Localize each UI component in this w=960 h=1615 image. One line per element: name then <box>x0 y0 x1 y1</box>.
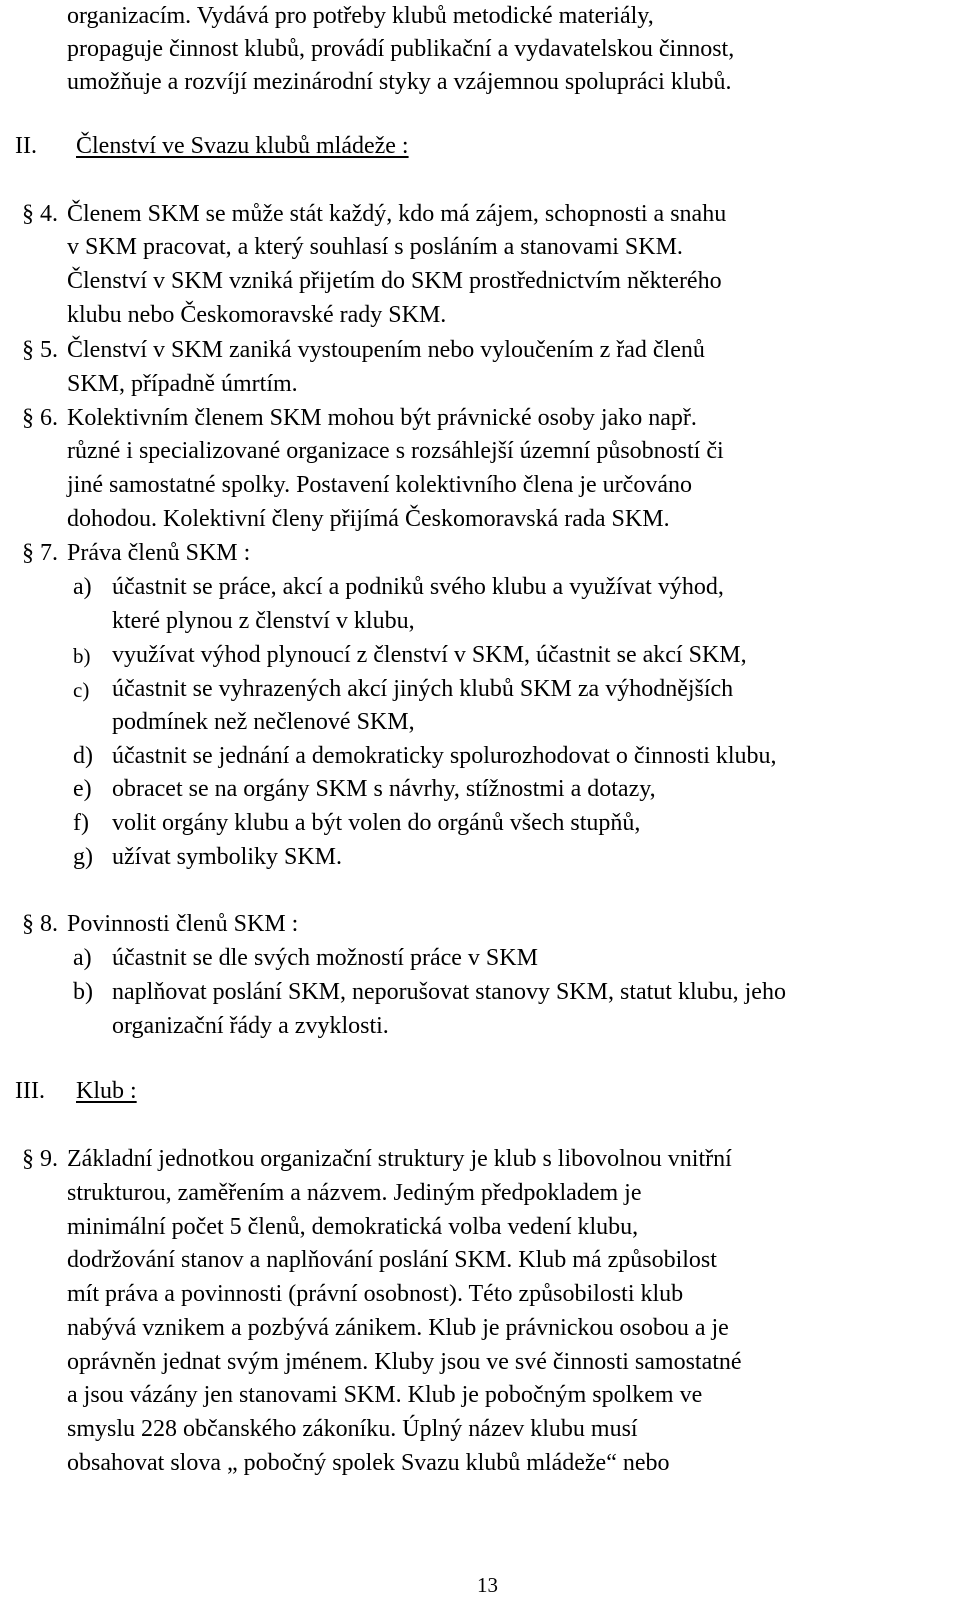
list-item: účastnit se vyhrazených akcí jiných klubů SKM za výhodnějších <box>112 676 734 702</box>
list-item: organizační řády a zvyklosti. <box>112 1013 389 1039</box>
item-letter: g) <box>73 844 93 870</box>
list-item: obracet se na orgány SKM s návrhy, stížnostmi a dotazy, <box>112 776 656 802</box>
section-title: Členství ve Svazu klubů mládeže : <box>76 133 409 159</box>
paragraph-line: Základní jednotkou organizační struktury je klub s libovolnou vnitřní <box>67 1146 732 1172</box>
paragraph-line: Členství v SKM vzniká přijetím do SKM prostřednictvím některého <box>67 268 722 294</box>
paragraph-line: minimální počet 5 členů, demokratická volba vedení klubu, <box>67 1214 639 1240</box>
paragraph-line: jiné samostatné spolky. Postavení kolektivního člena je určováno <box>67 472 692 498</box>
item-letter: b) <box>73 979 93 1005</box>
intro-line: umožňuje a rozvíjí mezinárodní styky a vzájemnou spolupráci klubů. <box>67 69 732 95</box>
list-item: účastnit se dle svých možností práce v SKM <box>112 945 538 971</box>
paragraph-line: Členem SKM se může stát každý, kdo má zájem, schopnosti a snahu <box>67 201 727 227</box>
list-item: užívat symboliky SKM. <box>112 844 343 870</box>
paragraph-heading: Práva členů SKM : <box>67 540 251 566</box>
paragraph-line: smyslu 228 občanského zákoníku. Úplný název klubu musí <box>67 1416 638 1442</box>
intro-line: propaguje činnost klubů, provádí publikační a vydavatelskou činnost, <box>67 36 735 62</box>
list-item: účastnit se práce, akcí a podniků svého klubu a využívat výhod, <box>112 574 724 600</box>
intro-line: organizacím. Vydává pro potřeby klubů metodické materiály, <box>67 3 654 29</box>
paragraph-line: klubu nebo Českomoravské rady SKM. <box>67 302 447 328</box>
paragraph-label: § 9. <box>22 1146 58 1172</box>
list-item: které plynou z členství v klubu, <box>112 608 415 634</box>
section-number: II. <box>15 133 37 159</box>
paragraph-line: v SKM pracovat, a který souhlasí s posláním a stanovami SKM. <box>67 234 683 260</box>
item-letter: c) <box>73 678 90 702</box>
list-item: volit orgány klubu a být volen do orgánů všech stupňů, <box>112 810 641 836</box>
paragraph-label: § 4. <box>22 201 58 227</box>
item-letter: a) <box>73 945 92 971</box>
paragraph-line: strukturou, zaměřením a názvem. Jediným předpokladem je <box>67 1180 642 1206</box>
list-item: naplňovat poslání SKM, neporušovat stanovy SKM, statut klubu, jeho <box>112 979 786 1005</box>
page-number: 13 <box>477 1573 498 1597</box>
paragraph-line: a jsou vázány jen stanovami SKM. Klub je pobočným spolkem ve <box>67 1382 703 1408</box>
section-number: III. <box>15 1078 45 1104</box>
paragraph-label: § 5. <box>22 337 58 363</box>
paragraph-line: různé i specializované organizace s rozsáhlejší územní působností či <box>67 438 724 464</box>
item-letter: e) <box>73 776 92 802</box>
paragraph-label: § 6. <box>22 405 58 431</box>
item-letter: d) <box>73 743 93 769</box>
paragraph-line: SKM, případně úmrtím. <box>67 371 298 397</box>
section-title: Klub : <box>76 1078 137 1104</box>
paragraph-heading: Povinnosti členů SKM : <box>67 911 299 937</box>
item-letter: a) <box>73 574 92 600</box>
paragraph-line: obsahovat slova „ pobočný spolek Svazu klubů mládeže“ nebo <box>67 1450 670 1476</box>
list-item: účastnit se jednání a demokraticky spolurozhodovat o činnosti klubu, <box>112 743 777 769</box>
list-item: podmínek než nečlenové SKM, <box>112 709 415 735</box>
paragraph-line: dodržování stanov a naplňování poslání SKM. Klub má způsobilost <box>67 1247 717 1273</box>
paragraph-label: § 7. <box>22 540 58 566</box>
paragraph-label: § 8. <box>22 911 58 937</box>
paragraph-line: dohodou. Kolektivní členy přijímá Českomoravská rada SKM. <box>67 506 670 532</box>
item-letter: b) <box>73 644 91 668</box>
paragraph-line: Členství v SKM zaniká vystoupením nebo vyloučením z řad členů <box>67 337 705 363</box>
paragraph-line: mít práva a povinnosti (právní osobnost). Této způsobilosti klub <box>67 1281 684 1307</box>
list-item: využívat výhod plynoucí z členství v SKM, účastnit se akcí SKM, <box>112 642 747 668</box>
paragraph-line: nabývá vznikem a pozbývá zánikem. Klub je právnickou osobou a je <box>67 1315 729 1341</box>
paragraph-line: Kolektivním členem SKM mohou být právnické osoby jako např. <box>67 405 697 431</box>
item-letter: f) <box>73 810 89 836</box>
paragraph-line: oprávněn jednat svým jménem. Kluby jsou ve své činnosti samostatné <box>67 1349 742 1375</box>
